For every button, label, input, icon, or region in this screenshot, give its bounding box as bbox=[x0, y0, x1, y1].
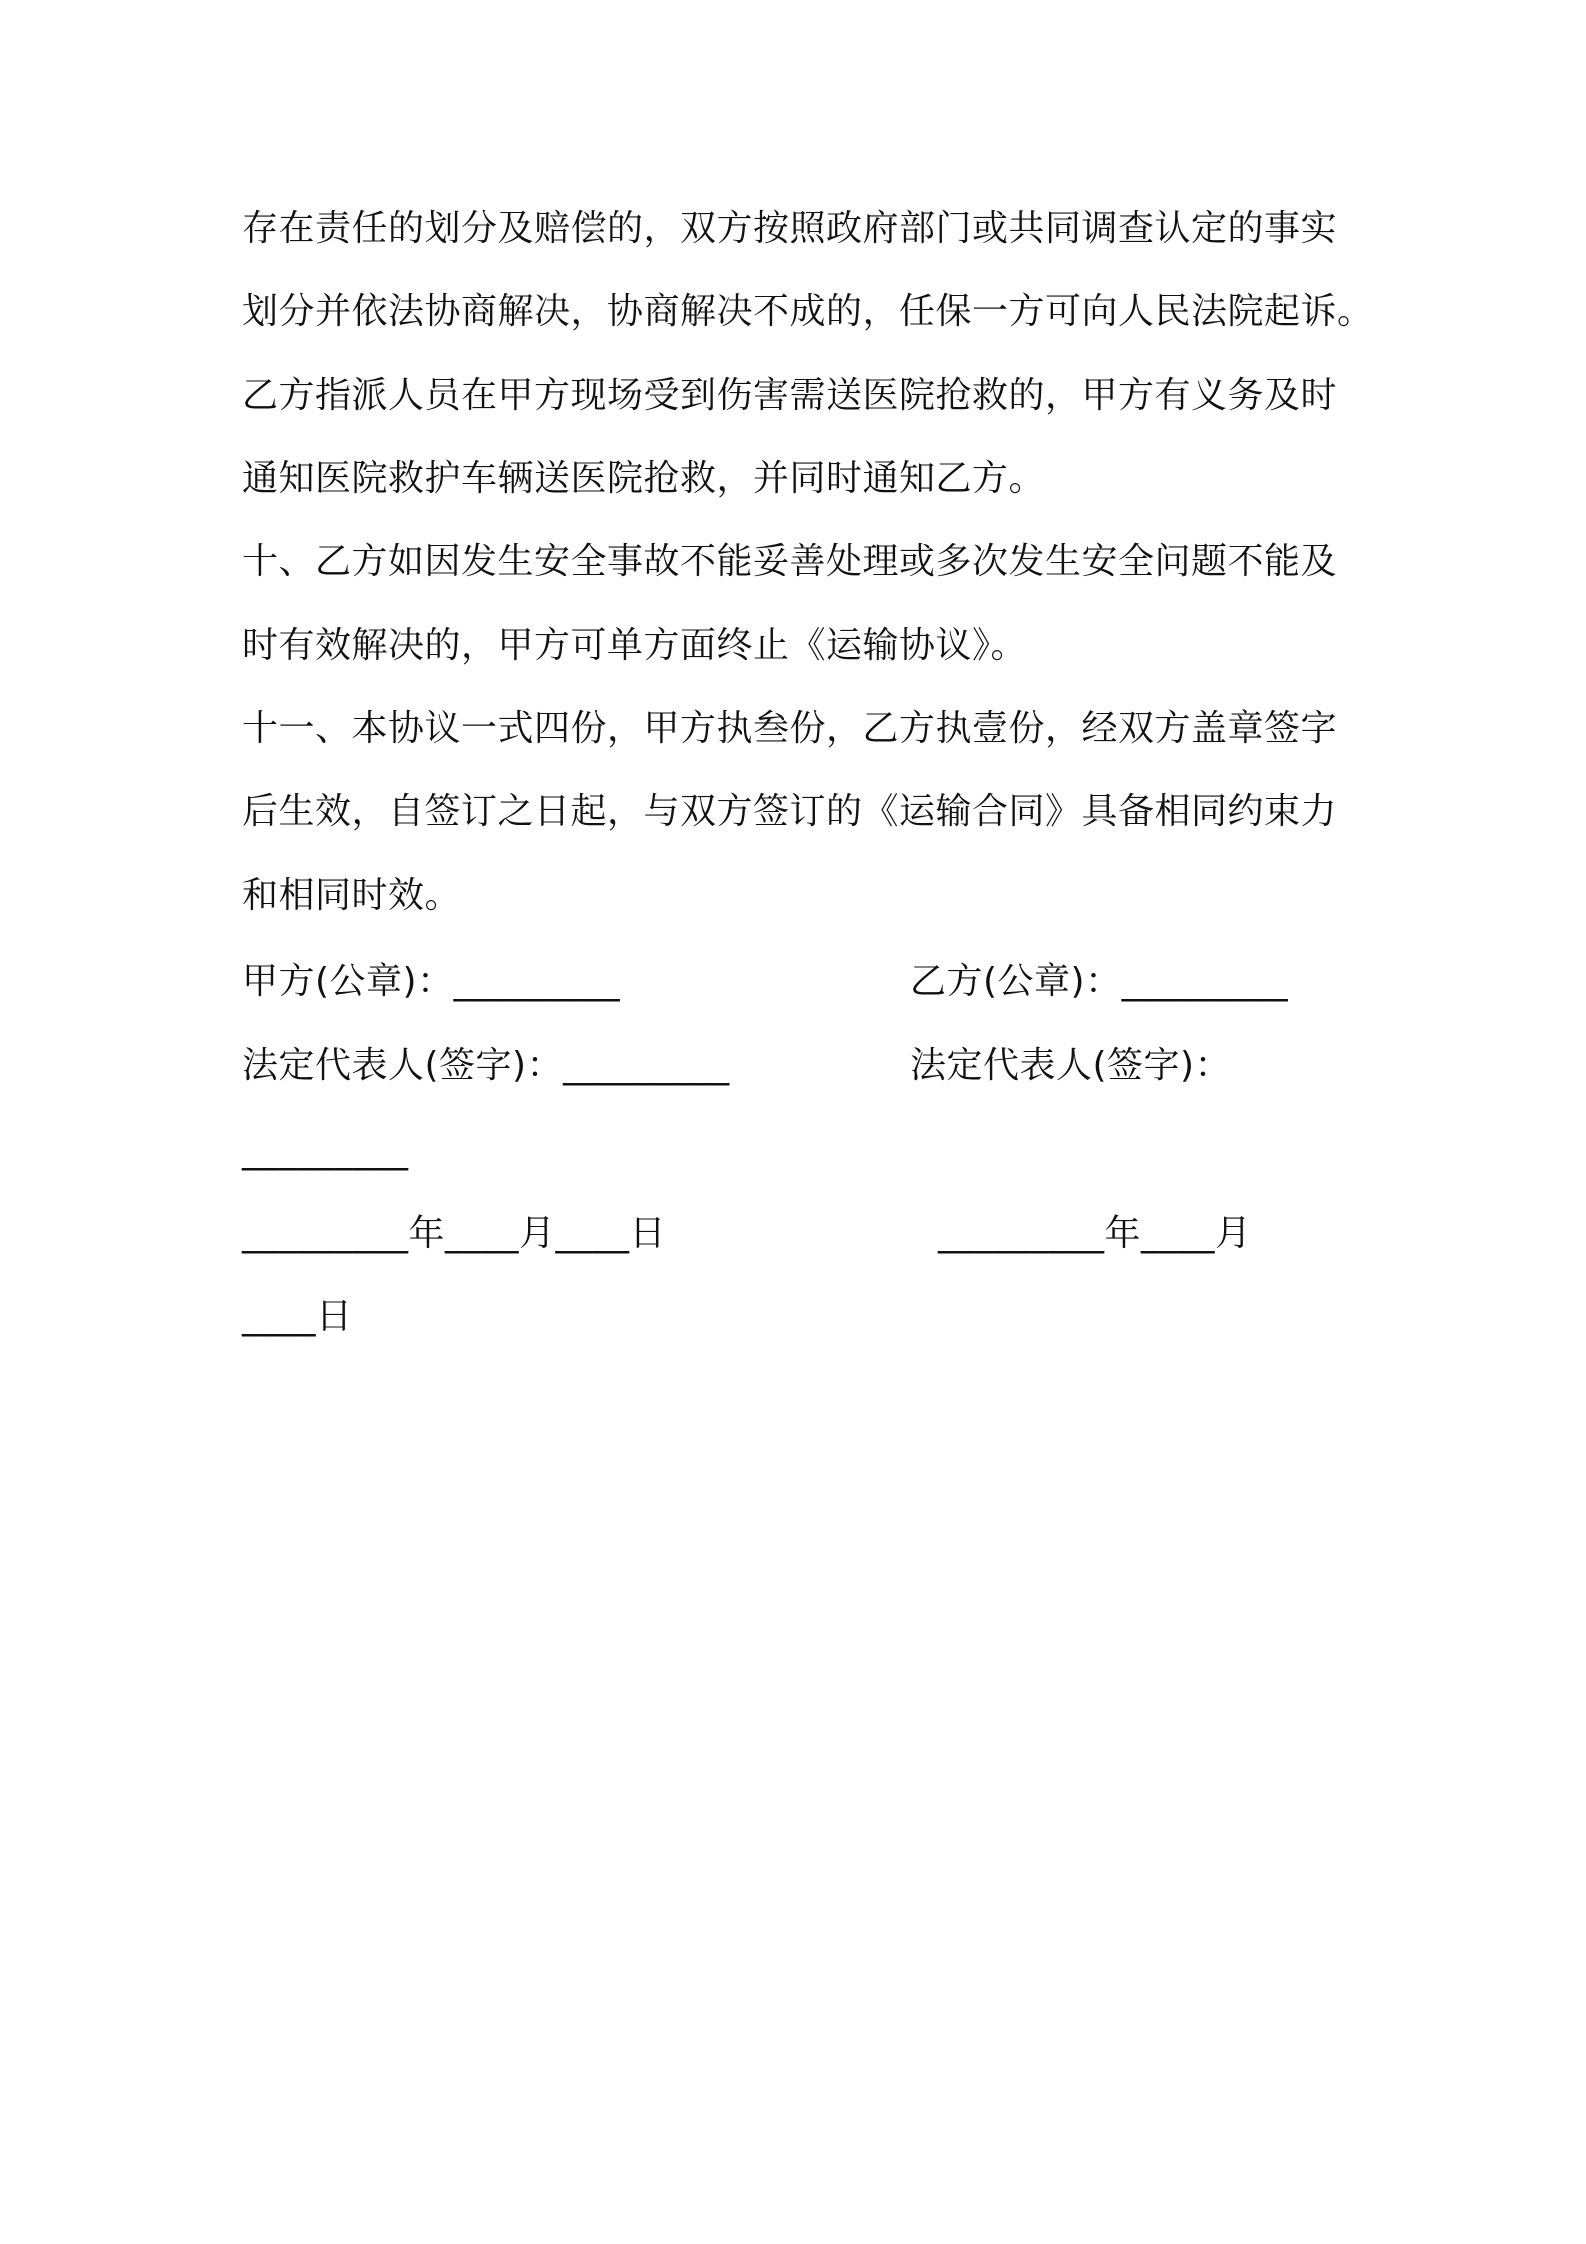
party-b-representative: 法定代表人(签字)： bbox=[910, 1045, 1232, 1086]
paragraph-line: 存在责任的划分及赔偿的，双方按照政府部门或共同调查认定的事实 bbox=[242, 208, 1338, 249]
party-a-date: _________年____月____日 bbox=[242, 1213, 666, 1254]
paragraph-line: 时有效解决的，甲方可单方面终止《运输协议》。 bbox=[242, 625, 1028, 666]
party-a-representative: 法定代表人(签字)：_________ bbox=[242, 1045, 730, 1086]
paragraph-line: 乙方指派人员在甲方现场受到伤害需送医院抢救的，甲方有义务及时 bbox=[242, 375, 1338, 416]
party-b-date-day: ____日 bbox=[242, 1296, 353, 1337]
clause-ten: 十、乙方如因发生安全事故不能妥善处理或多次发生安全问题不能及 bbox=[242, 541, 1338, 582]
paragraph-line: 和相同时效。 bbox=[242, 875, 462, 916]
party-a-seal: 甲方(公章)：_________ bbox=[242, 961, 621, 1002]
party-b-seal: 乙方(公章)：_________ bbox=[910, 961, 1289, 1002]
party-b-date: _________年____月 bbox=[938, 1213, 1252, 1254]
paragraph-line: 通知医院救护车辆送医院抢救，并同时通知乙方。 bbox=[242, 458, 1046, 499]
paragraph-line: 划分并依法协商解决，协商解决不成的，任保一方可向人民法院起诉。 bbox=[242, 291, 1374, 332]
paragraph-line: 后生效，自签订之日起，与双方签订的《运输合同》具备相同约束力 bbox=[242, 791, 1338, 832]
clause-eleven: 十一、本协议一式四份，甲方执叁份，乙方执壹份，经双方盖章签字 bbox=[242, 708, 1338, 749]
party-b-representative-blank: _________ bbox=[242, 1130, 409, 1171]
